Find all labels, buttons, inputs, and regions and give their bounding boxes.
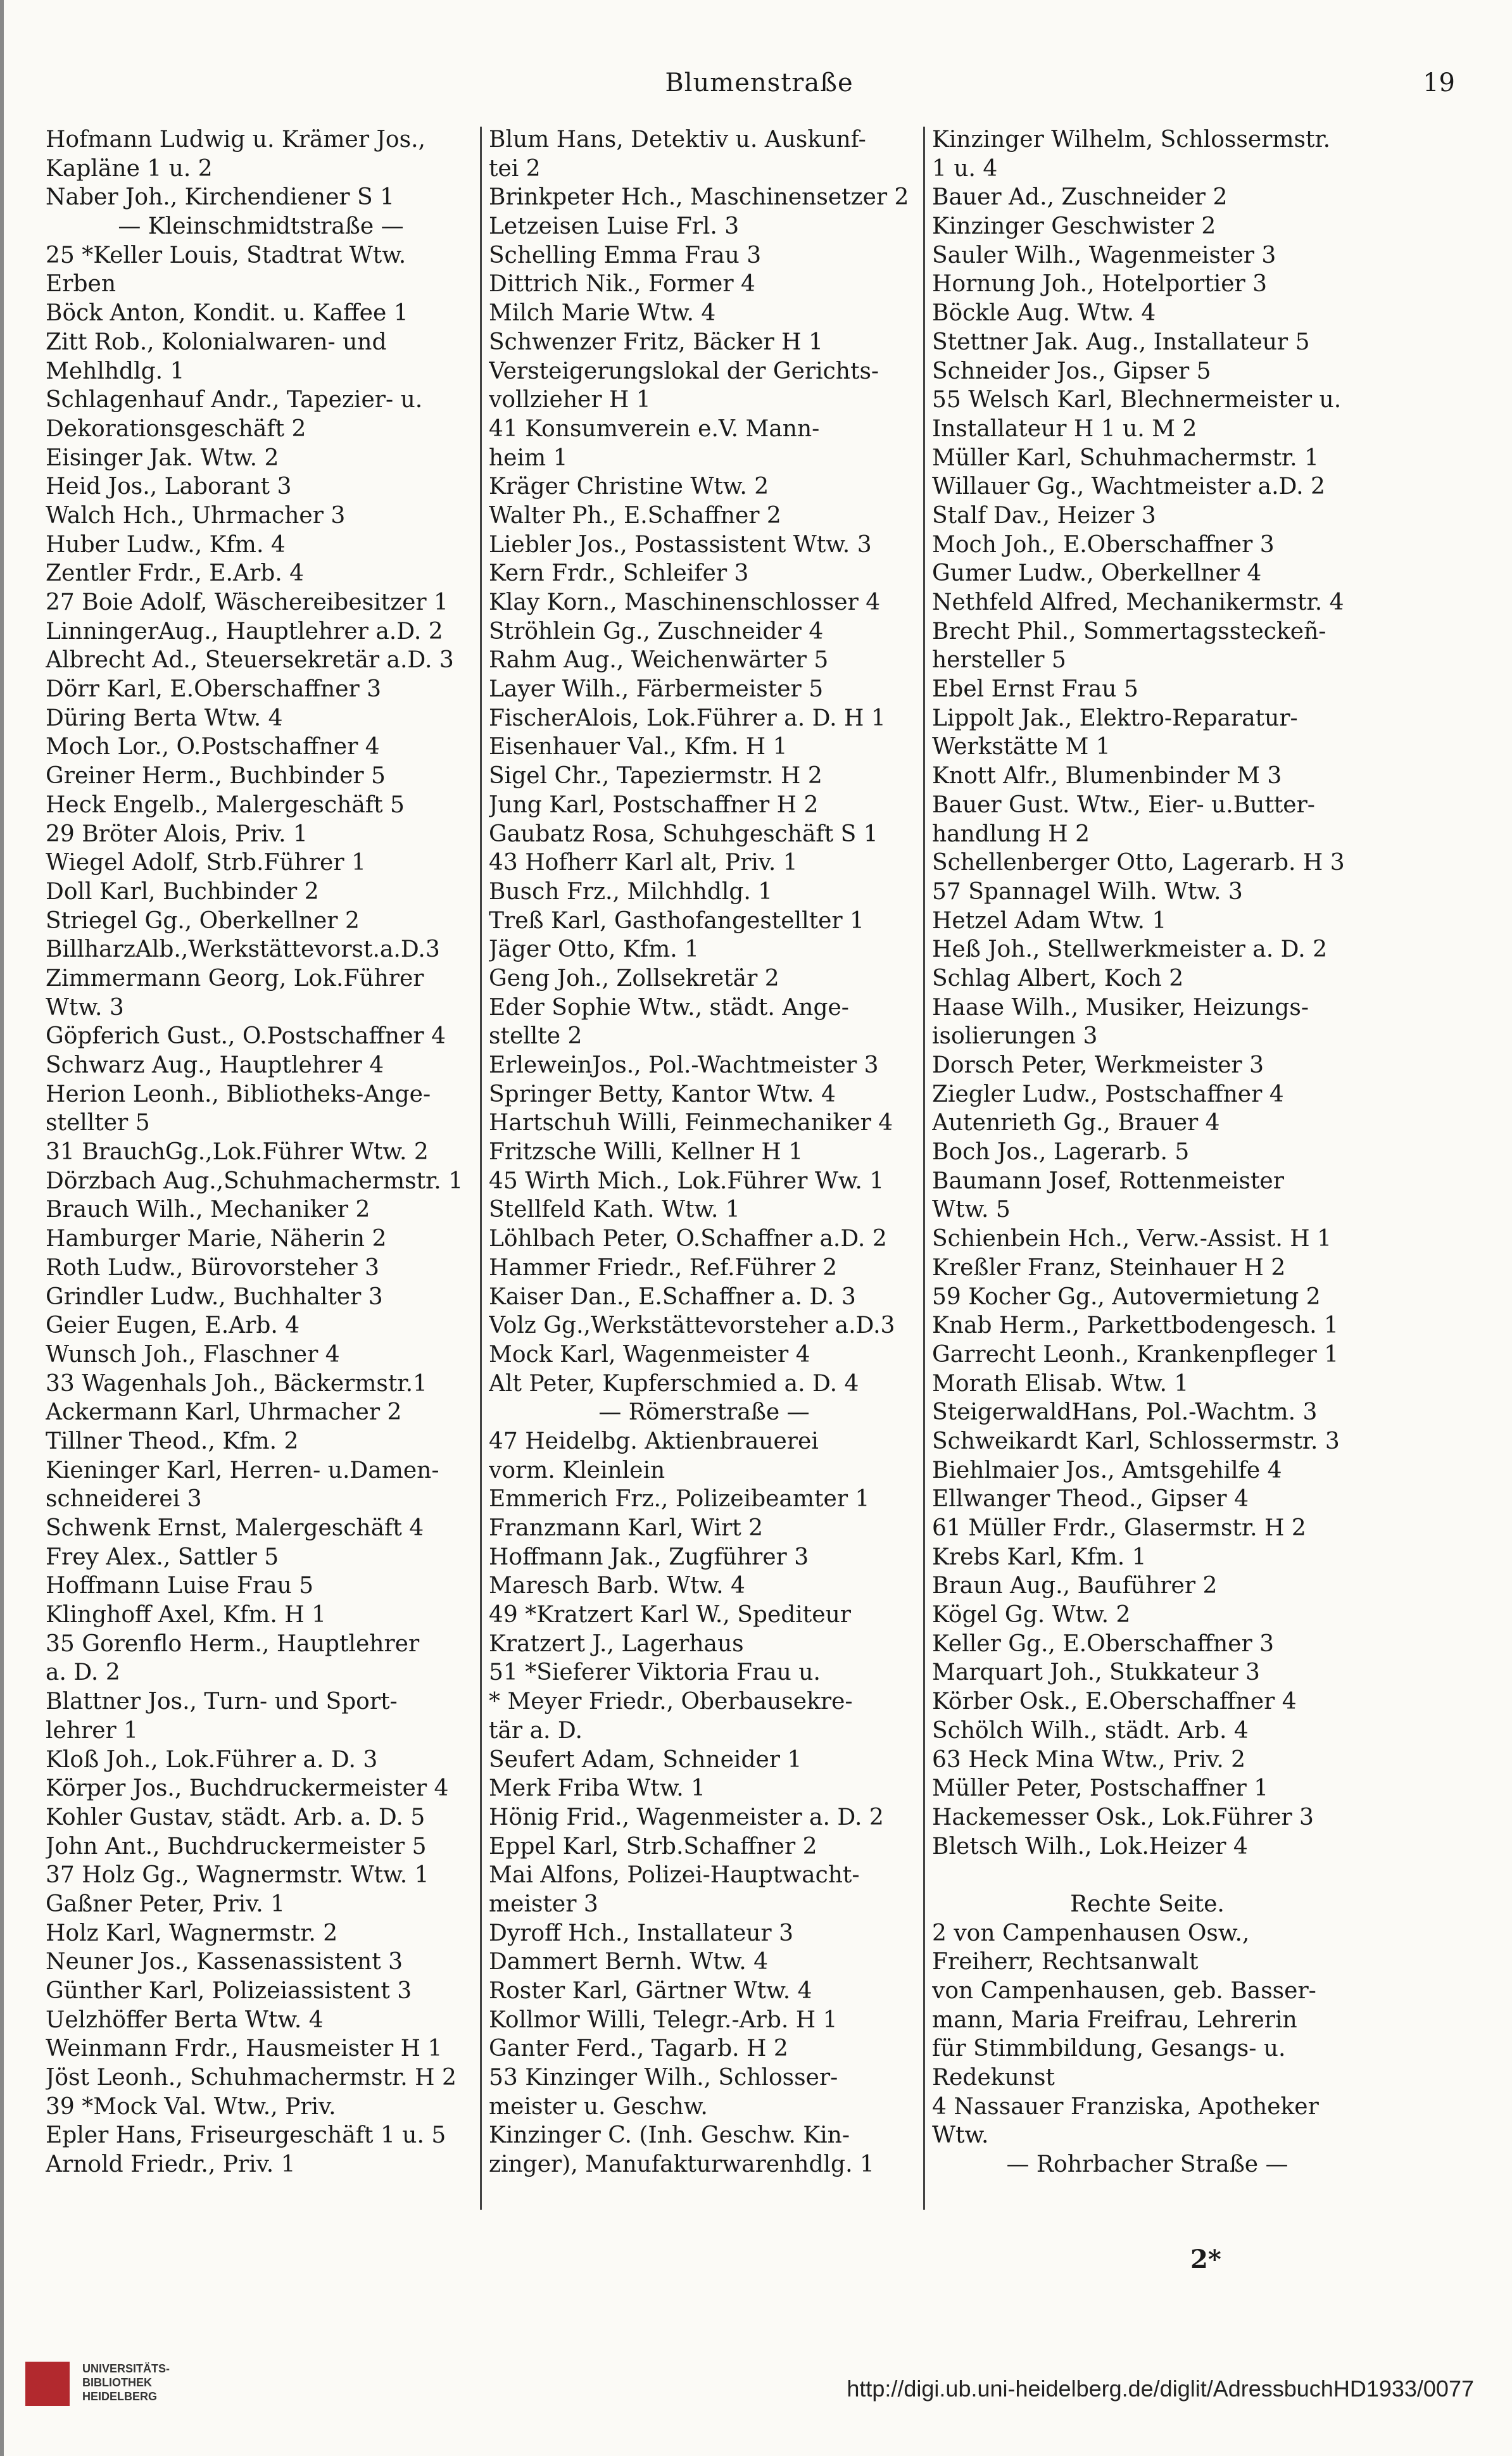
column-right xyxy=(932,125,1363,2208)
directory-entry-line: Böckle Aug. Wtw. 4 xyxy=(932,300,1156,327)
directory-entry-line: 25 *Keller Louis, Stadtrat Wtw. xyxy=(46,242,406,268)
directory-entry-line: Greiner Herm., Buchbinder 5 xyxy=(46,763,386,790)
directory-entry-line: Versteigerungslokal der Gerichts- xyxy=(489,358,879,384)
directory-entry-line: 43 Hofherr Karl alt, Priv. 1 xyxy=(489,850,798,876)
directory-entry-line: Willauer Gg., Wachtmeister a.D. 2 xyxy=(932,474,1325,500)
directory-entry-line: Keller Gg., E.Oberschaffner 3 xyxy=(932,1630,1275,1657)
directory-entry-line: Heid Jos., Laborant 3 xyxy=(46,474,292,500)
directory-entry-line: vorm. Kleinlein xyxy=(489,1457,665,1483)
directory-entry-line: Müller Karl, Schuhmachermstr. 1 xyxy=(932,444,1319,471)
directory-entry-line: schneiderei 3 xyxy=(46,1486,202,1513)
directory-entry-line: Ganter Ferd., Tagarb. H 2 xyxy=(489,2036,788,2062)
directory-entry-line: Boch Jos., Lagerarb. 5 xyxy=(932,1139,1190,1166)
directory-entry-line: Dorsch Peter, Werkmeister 3 xyxy=(932,1052,1264,1078)
directory-entry-line: Jung Karl, Postschaffner H 2 xyxy=(489,791,819,818)
directory-entry-line: Uelzhöffer Berta Wtw. 4 xyxy=(46,2006,324,2033)
directory-entry-line: 53 Kinzinger Wilh., Schlosser- xyxy=(489,2065,838,2091)
directory-entry-line: Kohler Gustav, städt. Arb. a. D. 5 xyxy=(46,1804,425,1830)
directory-entry-line: Bletsch Wilh., Lok.Heizer 4 xyxy=(932,1833,1248,1860)
directory-entry-line: meister 3 xyxy=(489,1891,598,1917)
directory-entry-line: Stellfeld Kath. Wtw. 1 xyxy=(489,1197,740,1223)
directory-entry-line: Knott Alfr., Blumenbinder M 3 xyxy=(932,763,1282,790)
directory-entry-line: Eppel Karl, Strb.Schaffner 2 xyxy=(489,1833,817,1860)
directory-entry-line: Huber Ludw., Kfm. 4 xyxy=(46,531,286,558)
directory-entry-line: Schölch Wilh., städt. Arb. 4 xyxy=(932,1717,1249,1744)
directory-entry-line: Kinzinger C. (Inh. Geschw. Kin- xyxy=(489,2122,850,2149)
directory-entry-line: Walter Ph., E.Schaffner 2 xyxy=(489,502,781,529)
page-number: 19 xyxy=(1423,68,1455,98)
directory-entry-line: 63 Heck Mina Wtw., Priv. 2 xyxy=(932,1746,1245,1773)
directory-entry-line: Merk Friba Wtw. 1 xyxy=(489,1775,706,1802)
directory-entry-line: Brauch Wilh., Mechaniker 2 xyxy=(46,1197,370,1223)
directory-entry-line: Sigel Chr., Tapeziermstr. H 2 xyxy=(489,763,822,790)
directory-entry-line: Hetzel Adam Wtw. 1 xyxy=(932,907,1167,934)
library-logo xyxy=(25,2349,253,2419)
directory-entry-line: Epler Hans, Friseurgeschäft 1 u. 5 xyxy=(46,2122,446,2149)
library-name-line: UNIVERSITÄTS- xyxy=(82,2362,170,2375)
directory-entry-line: Arnold Friedr., Priv. 1 xyxy=(46,2151,296,2178)
directory-entry-line: Weinmann Frdr., Hausmeister H 1 xyxy=(46,2036,443,2062)
directory-entry-line: Maresch Barb. Wtw. 4 xyxy=(489,1573,745,1599)
directory-entry-line: Hammer Friedr., Ref.Führer 2 xyxy=(489,1254,838,1281)
directory-entry-line: 59 Kocher Gg., Autovermietung 2 xyxy=(932,1283,1321,1310)
directory-entry-line: Bauer Ad., Zuschneider 2 xyxy=(932,184,1228,211)
directory-entry-line: — Rohrbacher Straße — xyxy=(1006,2151,1288,2178)
directory-entry-line: Lippolt Jak., Elektro-Reparatur- xyxy=(932,705,1298,731)
directory-entry-line: Düring Berta Wtw. 4 xyxy=(46,705,283,731)
directory-entry-line: Gaubatz Rosa, Schuhgeschäft S 1 xyxy=(489,821,878,847)
footer xyxy=(0,2349,1512,2425)
directory-entry-line: 4 Nassauer Franziska, Apotheker xyxy=(932,2093,1319,2120)
directory-entry-line: ErleweinJos., Pol.-Wachtmeister 3 xyxy=(489,1052,879,1078)
directory-entry-line: 33 Wagenhals Joh., Bäckermstr.1 xyxy=(46,1370,427,1397)
directory-entry-line: Volz Gg.,Werkstättevorsteher a.D.3 xyxy=(489,1313,895,1339)
column-left xyxy=(46,125,476,2208)
directory-entry-line: Schneider Jos., Gipser 5 xyxy=(932,358,1211,384)
directory-entry-line: * Meyer Friedr., Oberbausekre- xyxy=(489,1689,853,1715)
directory-entry-line: Kloß Joh., Lok.Führer a. D. 3 xyxy=(46,1746,378,1773)
directory-entry-line: Braun Aug., Bauführer 2 xyxy=(932,1573,1218,1599)
directory-entry-line: Kaiser Dan., E.Schaffner a. D. 3 xyxy=(489,1283,856,1310)
directory-entry-line: Kern Frdr., Schleifer 3 xyxy=(489,560,749,587)
directory-entry-line: Schwenzer Fritz, Bäcker H 1 xyxy=(489,329,823,355)
directory-entry-line: Wtw. xyxy=(932,2122,989,2149)
directory-entry-line: Dittrich Nik., Former 4 xyxy=(489,271,755,298)
library-name-line: BIBLIOTHEK xyxy=(82,2376,152,2389)
running-head: Blumenstraße xyxy=(665,68,854,98)
directory-entry-line: Franzmann Karl, Wirt 2 xyxy=(489,1515,764,1541)
directory-entry-line: 61 Müller Frdr., Glasermstr. H 2 xyxy=(932,1515,1306,1541)
directory-entry-line: Garrecht Leonh., Krankenpfleger 1 xyxy=(932,1341,1339,1368)
directory-entry-line: meister u. Geschw. xyxy=(489,2093,708,2120)
directory-entry-line: Morath Elisab. Wtw. 1 xyxy=(932,1370,1189,1397)
directory-entry-line: Moch Lor., O.Postschaffner 4 xyxy=(46,734,380,760)
directory-entry-line: Mock Karl, Wagenmeister 4 xyxy=(489,1341,810,1368)
directory-entry-line: Blattner Jos., Turn- und Sport- xyxy=(46,1689,398,1715)
directory-entry-line: Mehlhdlg. 1 xyxy=(46,358,185,384)
directory-entry-line: Gaßner Peter, Priv. 1 xyxy=(46,1891,286,1917)
directory-entry-line: Naber Joh., Kirchendiener S 1 xyxy=(46,184,395,211)
directory-entry-line: Klinghoff Axel, Kfm. H 1 xyxy=(46,1602,327,1628)
directory-entry-line: Böck Anton, Kondit. u. Kaffee 1 xyxy=(46,300,408,327)
directory-entry-line: Stettner Jak. Aug., Installateur 5 xyxy=(932,329,1310,355)
directory-entry-line: 39 *Mock Val. Wtw., Priv. xyxy=(46,2093,336,2120)
directory-entry-line: Klay Korn., Maschinenschlosser 4 xyxy=(489,589,881,615)
directory-entry-line: Stalf Dav., Heizer 3 xyxy=(932,502,1156,529)
directory-entry-line: Walch Hch., Uhrmacher 3 xyxy=(46,502,346,529)
directory-entry-line: Layer Wilh., Färbermeister 5 xyxy=(489,676,824,703)
directory-entry-line: Eder Sophie Wtw., städt. Ange- xyxy=(489,994,849,1021)
directory-entry-line: zinger), Manufakturwarenhdlg. 1 xyxy=(489,2151,874,2178)
directory-entry-line: Hoffmann Jak., Zugführer 3 xyxy=(489,1544,809,1570)
directory-entry-line: Wunsch Joh., Flaschner 4 xyxy=(46,1341,340,1368)
directory-entry-line: Geng Joh., Zollsekretär 2 xyxy=(489,965,779,992)
library-name-line: HEIDELBERG xyxy=(82,2390,158,2403)
directory-entry-line: von Campenhausen, geb. Basser- xyxy=(932,1978,1316,2004)
directory-entry-line: Dörzbach Aug.,Schuhmachermstr. 1 xyxy=(46,1168,463,1194)
directory-entry-line: 35 Gorenflo Herm., Hauptlehrer xyxy=(46,1630,420,1657)
directory-entry-line: Schelling Emma Frau 3 xyxy=(489,242,762,268)
directory-entry-line: Krebs Karl, Kfm. 1 xyxy=(932,1544,1147,1570)
directory-entry-line: handlung H 2 xyxy=(932,821,1090,847)
directory-entry-line: Jöst Leonh., Schuhmachermstr. H 2 xyxy=(46,2065,457,2091)
directory-entry-line: 2 von Campenhausen Osw., xyxy=(932,1920,1250,1946)
library-name xyxy=(82,2362,170,2403)
directory-entry-line: 31 BrauchGg.,Lok.Führer Wtw. 2 xyxy=(46,1139,429,1166)
directory-entry-line: Treß Karl, Gasthofangestellter 1 xyxy=(489,907,864,934)
directory-entry-line: Schlagenhauf Andr., Tapezier- u. xyxy=(46,387,423,413)
directory-entry-line: Schwenk Ernst, Malergeschäft 4 xyxy=(46,1515,424,1541)
directory-entry-line: Dekorationsgeschäft 2 xyxy=(46,415,306,442)
directory-entry-line: BillharzAlb.,Werkstättevorst.a.D.3 xyxy=(46,936,440,963)
directory-entry-line: Biehlmaier Jos., Amtsgehilfe 4 xyxy=(932,1457,1282,1483)
directory-entry-line: Blum Hans, Detektiv u. Auskunf- xyxy=(489,127,866,153)
directory-entry-line: Heß Joh., Stellwerkmeister a. D. 2 xyxy=(932,936,1327,963)
directory-entry-line: 1 u. 4 xyxy=(932,155,998,182)
directory-entry-line: Ziegler Ludw., Postschaffner 4 xyxy=(932,1081,1284,1107)
directory-entry-line: Autenrieth Gg., Brauer 4 xyxy=(932,1110,1220,1137)
directory-entry-line: Neuner Jos., Kassenassistent 3 xyxy=(46,1949,403,1975)
directory-entry-line: Wiegel Adolf, Strb.Führer 1 xyxy=(46,850,366,876)
directory-entry-line: Ebel Ernst Frau 5 xyxy=(932,676,1138,703)
directory-entry-line: Kinzinger Wilhelm, Schlossermstr. xyxy=(932,127,1331,153)
directory-entry-line: a. D. 2 xyxy=(46,1659,120,1686)
directory-entry-line: Schweikardt Karl, Schlossermstr. 3 xyxy=(932,1428,1340,1454)
directory-entry-line: Kollmor Willi, Telegr.-Arb. H 1 xyxy=(489,2006,838,2033)
directory-entry-line: Roster Karl, Gärtner Wtw. 4 xyxy=(489,1978,812,2004)
directory-entry-line: 47 Heidelbg. Aktienbrauerei xyxy=(489,1428,819,1454)
directory-entry-line: Schellenberger Otto, Lagerarb. H 3 xyxy=(932,850,1345,876)
directory-entry-line: Ackermann Karl, Uhrmacher 2 xyxy=(46,1399,402,1426)
directory-entry-line: heim 1 xyxy=(489,444,568,471)
directory-entry-line: Jäger Otto, Kfm. 1 xyxy=(489,936,700,963)
directory-entry-line: vollzieher H 1 xyxy=(489,387,651,413)
directory-entry-line: Marquart Joh., Stukkateur 3 xyxy=(932,1659,1260,1686)
directory-entry-line: Tillner Theod., Kfm. 2 xyxy=(46,1428,299,1454)
directory-entry-line: SteigerwaldHans, Pol.-Wachtm. 3 xyxy=(932,1399,1318,1426)
directory-entry-line: Eisenhauer Val., Kfm. H 1 xyxy=(489,734,788,760)
directory-entry-line: Kräger Christine Wtw. 2 xyxy=(489,474,769,500)
directory-entry-line: Dyroff Hch., Installateur 3 xyxy=(489,1920,793,1946)
directory-entry-line: Dammert Bernh. Wtw. 4 xyxy=(489,1949,769,1975)
directory-entry-line: Göpferich Gust., O.Postschaffner 4 xyxy=(46,1023,446,1050)
page-header xyxy=(51,68,1468,106)
directory-entry-line: Müller Peter, Postschaffner 1 xyxy=(932,1775,1269,1802)
directory-columns xyxy=(46,125,1363,2208)
directory-entry-line: Kögel Gg. Wtw. 2 xyxy=(932,1602,1131,1628)
directory-entry-line: Kapläne 1 u. 2 xyxy=(46,155,213,182)
directory-entry-line: Installateur H 1 u. M 2 xyxy=(932,415,1197,442)
directory-entry-line: Schienbein Hch., Verw.-Assist. H 1 xyxy=(932,1226,1332,1252)
directory-entry-line: Körper Jos., Buchdruckermeister 4 xyxy=(46,1775,449,1802)
directory-entry-line: Moch Joh., E.Oberschaffner 3 xyxy=(932,531,1275,558)
directory-entry-line: Baumann Josef, Rottenmeister xyxy=(932,1168,1284,1194)
directory-entry-line: Springer Betty, Kantor Wtw. 4 xyxy=(489,1081,836,1107)
directory-entry-line xyxy=(932,1861,1363,1890)
directory-entry-line: tei 2 xyxy=(489,155,541,182)
directory-entry-line: Günther Karl, Polizeiassistent 3 xyxy=(46,1978,412,2004)
directory-entry-line: Mai Alfons, Polizei-Hauptwacht- xyxy=(489,1862,860,1889)
directory-entry-line: hersteller 5 xyxy=(932,647,1066,674)
directory-entry-line: Haase Wilh., Musiker, Heizungs- xyxy=(932,994,1309,1021)
source-url-link[interactable]: http://digi.ub.uni-heidelberg.de/diglit/AdressbuchHD1933/0077 xyxy=(847,2376,1474,2402)
directory-entry-line: Rechte Seite. xyxy=(1070,1891,1225,1917)
directory-entry-line: Schwarz Aug., Hauptlehrer 4 xyxy=(46,1052,384,1078)
directory-entry-line: Holz Karl, Wagnermstr. 2 xyxy=(46,1920,338,1946)
directory-entry-line: Wtw. 3 xyxy=(46,994,124,1021)
directory-entry-line: Freiherr, Rechtsanwalt xyxy=(932,1949,1199,1975)
directory-entry-line: Kratzert J., Lagerhaus xyxy=(489,1630,744,1657)
directory-entry-line: Frey Alex., Sattler 5 xyxy=(46,1544,279,1570)
directory-entry-line: Sauler Wilh., Wagenmeister 3 xyxy=(932,242,1276,268)
directory-entry-line: 45 Wirth Mich., Lok.Führer Ww. 1 xyxy=(489,1168,885,1194)
directory-entry-line: Hartschuh Willi, Feinmechaniker 4 xyxy=(489,1110,893,1137)
directory-entry-line: Körber Osk., E.Oberschaffner 4 xyxy=(932,1689,1297,1715)
directory-entry-line: Redekunst xyxy=(932,2065,1055,2091)
column-middle xyxy=(489,125,919,2208)
directory-entry-line: Grindler Ludw., Buchhalter 3 xyxy=(46,1283,383,1310)
directory-entry-line: Kinzinger Geschwister 2 xyxy=(932,213,1216,240)
directory-entry-line: isolierungen 3 xyxy=(932,1023,1098,1050)
directory-entry-line: Doll Karl, Buchbinder 2 xyxy=(46,878,319,905)
directory-entry-line: Ströhlein Gg., Zuschneider 4 xyxy=(489,618,824,645)
directory-entry-line: Löhlbach Peter, O.Schaffner a.D. 2 xyxy=(489,1226,887,1252)
directory-entry-line: — Römerstraße — xyxy=(598,1399,810,1426)
directory-entry-line: Seufert Adam, Schneider 1 xyxy=(489,1746,802,1773)
directory-entry-line: Zitt Rob., Kolonialwaren- und xyxy=(46,329,387,355)
directory-entry-line: 27 Boie Adolf, Wäschereibesitzer 1 xyxy=(46,589,448,615)
directory-entry-line: Erben xyxy=(46,271,117,298)
directory-entry-line: Hönig Frid., Wagenmeister a. D. 2 xyxy=(489,1804,884,1830)
scan-edge xyxy=(0,0,4,2456)
directory-entry-line: Milch Marie Wtw. 4 xyxy=(489,300,716,327)
directory-entry-line: Dörr Karl, E.Oberschaffner 3 xyxy=(46,676,382,703)
directory-entry-line: Emmerich Frz., Polizeibeamter 1 xyxy=(489,1486,870,1513)
directory-entry-line: Heck Engelb., Malergeschäft 5 xyxy=(46,791,405,818)
directory-entry-line: Hoffmann Luise Frau 5 xyxy=(46,1573,314,1599)
directory-entry-line: lehrer 1 xyxy=(46,1717,139,1744)
directory-entry-line: Nethfeld Alfred, Mechanikermstr. 4 xyxy=(932,589,1344,615)
directory-entry-line: Gumer Ludw., Oberkellner 4 xyxy=(932,560,1262,587)
directory-entry-line: Werkstätte M 1 xyxy=(932,734,1111,760)
directory-entry-line: Geier Eugen, E.Arb. 4 xyxy=(46,1313,300,1339)
directory-entry-line: Schlag Albert, Koch 2 xyxy=(932,965,1184,992)
directory-entry-line: Rahm Aug., Weichenwärter 5 xyxy=(489,647,829,674)
directory-entry-line: Roth Ludw., Bürovorsteher 3 xyxy=(46,1254,379,1281)
directory-entry-line: Kreßler Franz, Steinhauer H 2 xyxy=(932,1254,1286,1281)
directory-entry-line: Knab Herm., Parkettbodengesch. 1 xyxy=(932,1313,1339,1339)
directory-entry-line: 51 *Sieferer Viktoria Frau u. xyxy=(489,1659,821,1686)
directory-entry-line: 29 Bröter Alois, Priv. 1 xyxy=(46,821,308,847)
directory-entry-line: Kieninger Karl, Herren- u.Damen- xyxy=(46,1457,439,1483)
directory-entry-line: FischerAlois, Lok.Führer a. D. H 1 xyxy=(489,705,886,731)
directory-entry-line: LinningerAug., Hauptlehrer a.D. 2 xyxy=(46,618,443,645)
directory-entry-line: Ellwanger Theod., Gipser 4 xyxy=(932,1486,1249,1513)
directory-entry-line: mann, Maria Freifrau, Lehrerin xyxy=(932,2006,1297,2033)
directory-entry-line: Herion Leonh., Bibliotheks-Ange- xyxy=(46,1081,431,1107)
directory-entry-line: Busch Frz., Milchhdlg. 1 xyxy=(489,878,773,905)
directory-entry-line: Striegel Gg., Oberkellner 2 xyxy=(46,907,360,934)
directory-entry-line: Fritzsche Willi, Kellner H 1 xyxy=(489,1139,803,1166)
directory-entry-line: Hofmann Ludwig u. Krämer Jos., xyxy=(46,127,425,153)
directory-entry-line: 49 *Kratzert Karl W., Spediteur xyxy=(489,1602,851,1628)
directory-entry-line: Hamburger Marie, Näherin 2 xyxy=(46,1226,387,1252)
directory-entry-line: Zentler Frdr., E.Arb. 4 xyxy=(46,560,305,587)
signature-mark: 2* xyxy=(1190,2245,1221,2274)
directory-entry-line: 37 Holz Gg., Wagnermstr. Wtw. 1 xyxy=(46,1862,429,1889)
directory-entry-line: Hornung Joh., Hotelportier 3 xyxy=(932,271,1268,298)
directory-entry-line: Brinkpeter Hch., Maschinensetzer 2 xyxy=(489,184,909,211)
directory-entry-line: tär a. D. xyxy=(489,1717,583,1744)
directory-entry-line: Alt Peter, Kupferschmied a. D. 4 xyxy=(489,1370,859,1397)
directory-entry-line: 55 Welsch Karl, Blechnermeister u. xyxy=(932,387,1342,413)
directory-entry-line: Eisinger Jak. Wtw. 2 xyxy=(46,444,279,471)
directory-entry-line: Wtw. 5 xyxy=(932,1197,1011,1223)
directory-entry-line: Bauer Gust. Wtw., Eier- u.Butter- xyxy=(932,791,1315,818)
directory-entry-line: 57 Spannagel Wilh. Wtw. 3 xyxy=(932,878,1243,905)
directory-entry-line: Brecht Phil., Sommertagssteckeñ- xyxy=(932,618,1326,645)
directory-entry-line: John Ant., Buchdruckermeister 5 xyxy=(46,1833,427,1860)
directory-entry-line: Hackemesser Osk., Lok.Führer 3 xyxy=(932,1804,1314,1830)
directory-entry-line: Liebler Jos., Postassistent Wtw. 3 xyxy=(489,531,872,558)
directory-entry-line: stellte 2 xyxy=(489,1023,583,1050)
directory-entry-line: Albrecht Ad., Steuersekretär a.D. 3 xyxy=(46,647,454,674)
directory-entry-line: Letzeisen Luise Frl. 3 xyxy=(489,213,740,240)
directory-entry-line: für Stimmbildung, Gesangs- u. xyxy=(932,2036,1286,2062)
library-logo-icon xyxy=(25,2362,70,2406)
directory-entry-line: stellter 5 xyxy=(46,1110,150,1137)
directory-entry-line: — Kleinschmidtstraße — xyxy=(118,213,404,240)
directory-entry-line: 41 Konsumverein e.V. Mann- xyxy=(489,415,820,442)
directory-entry-line: Zimmermann Georg, Lok.Führer xyxy=(46,965,424,992)
